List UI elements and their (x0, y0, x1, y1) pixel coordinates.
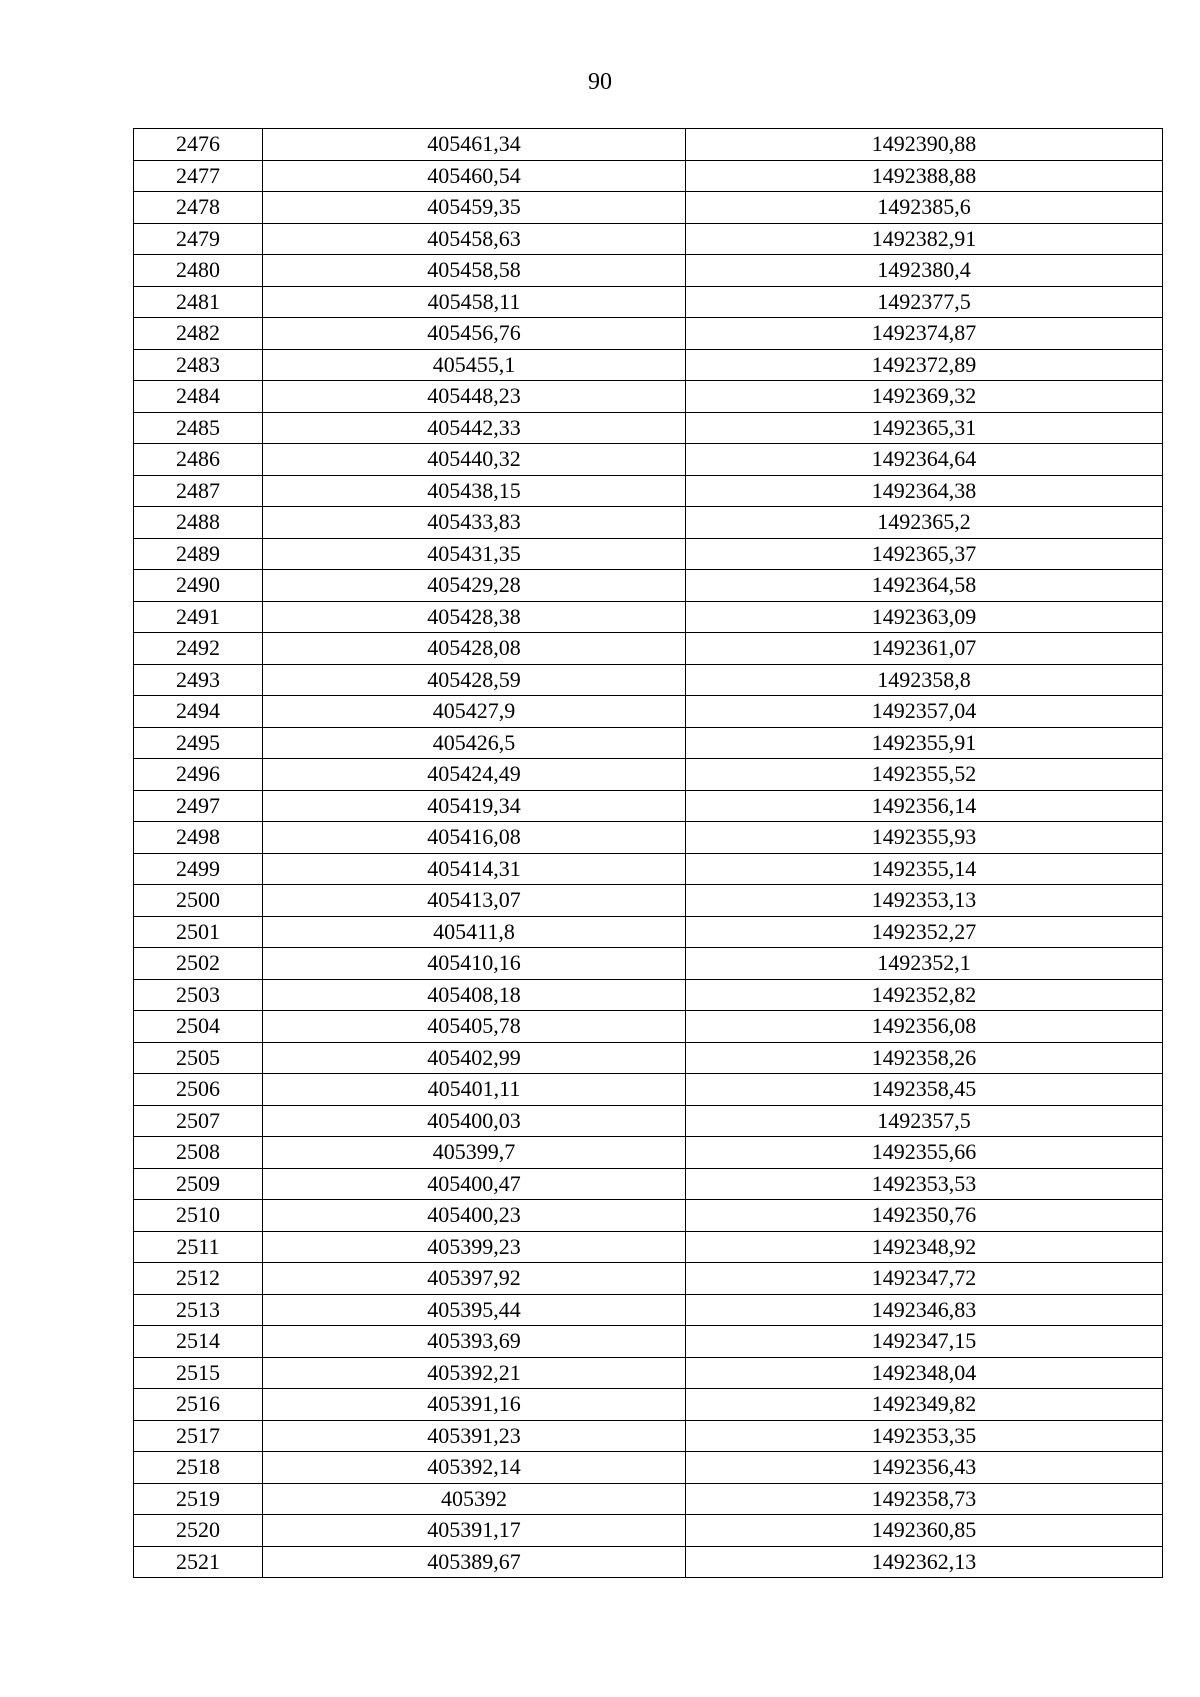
x-coordinate-cell: 405391,17 (263, 1515, 686, 1547)
point-number-cell: 2497 (134, 790, 263, 822)
point-number-cell: 2492 (134, 633, 263, 665)
table-row (134, 129, 1163, 161)
table-row (134, 790, 1163, 822)
table-row (134, 916, 1163, 948)
y-coordinate-cell: 1492365,31 (686, 412, 1163, 444)
point-number-cell: 2488 (134, 507, 263, 539)
table-row (134, 853, 1163, 885)
x-coordinate-cell: 405402,99 (263, 1042, 686, 1074)
x-coordinate-cell: 405391,23 (263, 1420, 686, 1452)
point-number-cell: 2509 (134, 1168, 263, 1200)
table-row (134, 759, 1163, 791)
point-number-cell: 2514 (134, 1326, 263, 1358)
table-row (134, 1452, 1163, 1484)
y-coordinate-cell: 1492353,53 (686, 1168, 1163, 1200)
table-row (134, 223, 1163, 255)
x-coordinate-cell: 405389,67 (263, 1546, 686, 1578)
x-coordinate-cell: 405461,34 (263, 129, 686, 161)
table-row (134, 1515, 1163, 1547)
y-coordinate-cell: 1492364,64 (686, 444, 1163, 476)
x-coordinate-cell: 405400,03 (263, 1105, 686, 1137)
table-row (134, 318, 1163, 350)
y-coordinate-cell: 1492372,89 (686, 349, 1163, 381)
coordinates-table-body (134, 129, 1163, 1578)
table-row (134, 885, 1163, 917)
x-coordinate-cell: 405392 (263, 1483, 686, 1515)
point-number-cell: 2502 (134, 948, 263, 980)
point-number-cell: 2521 (134, 1546, 263, 1578)
y-coordinate-cell: 1492364,58 (686, 570, 1163, 602)
table-row (134, 255, 1163, 287)
table-row (134, 1200, 1163, 1232)
x-coordinate-cell: 405438,15 (263, 475, 686, 507)
y-coordinate-cell: 1492361,07 (686, 633, 1163, 665)
table-row (134, 1420, 1163, 1452)
x-coordinate-cell: 405400,23 (263, 1200, 686, 1232)
point-number-cell: 2518 (134, 1452, 263, 1484)
point-number-cell: 2516 (134, 1389, 263, 1421)
y-coordinate-cell: 1492365,2 (686, 507, 1163, 539)
point-number-cell: 2505 (134, 1042, 263, 1074)
x-coordinate-cell: 405410,16 (263, 948, 686, 980)
coordinates-table (133, 128, 1163, 1578)
y-coordinate-cell: 1492349,82 (686, 1389, 1163, 1421)
point-number-cell: 2489 (134, 538, 263, 570)
table-row (134, 1263, 1163, 1295)
table-row (134, 1389, 1163, 1421)
x-coordinate-cell: 405428,08 (263, 633, 686, 665)
point-number-cell: 2496 (134, 759, 263, 791)
table-row (134, 1168, 1163, 1200)
point-number-cell: 2507 (134, 1105, 263, 1137)
y-coordinate-cell: 1492355,52 (686, 759, 1163, 791)
y-coordinate-cell: 1492356,08 (686, 1011, 1163, 1043)
table-row (134, 1231, 1163, 1263)
x-coordinate-cell: 405401,11 (263, 1074, 686, 1106)
y-coordinate-cell: 1492369,32 (686, 381, 1163, 413)
point-number-cell: 2478 (134, 192, 263, 224)
y-coordinate-cell: 1492365,37 (686, 538, 1163, 570)
point-number-cell: 2520 (134, 1515, 263, 1547)
x-coordinate-cell: 405413,07 (263, 885, 686, 917)
table-row (134, 192, 1163, 224)
y-coordinate-cell: 1492355,93 (686, 822, 1163, 854)
y-coordinate-cell: 1492380,4 (686, 255, 1163, 287)
y-coordinate-cell: 1492352,27 (686, 916, 1163, 948)
point-number-cell: 2511 (134, 1231, 263, 1263)
table-row (134, 948, 1163, 980)
table-row (134, 286, 1163, 318)
x-coordinate-cell: 405391,16 (263, 1389, 686, 1421)
y-coordinate-cell: 1492362,13 (686, 1546, 1163, 1578)
table-row (134, 381, 1163, 413)
table-row (134, 475, 1163, 507)
x-coordinate-cell: 405440,32 (263, 444, 686, 476)
x-coordinate-cell: 405427,9 (263, 696, 686, 728)
point-number-cell: 2487 (134, 475, 263, 507)
table-row (134, 727, 1163, 759)
point-number-cell: 2482 (134, 318, 263, 350)
x-coordinate-cell: 405428,59 (263, 664, 686, 696)
table-row (134, 1042, 1163, 1074)
x-coordinate-cell: 405393,69 (263, 1326, 686, 1358)
y-coordinate-cell: 1492390,88 (686, 129, 1163, 161)
x-coordinate-cell: 405459,35 (263, 192, 686, 224)
y-coordinate-cell: 1492360,85 (686, 1515, 1163, 1547)
table-row (134, 633, 1163, 665)
x-coordinate-cell: 405411,8 (263, 916, 686, 948)
y-coordinate-cell: 1492388,88 (686, 160, 1163, 192)
point-number-cell: 2491 (134, 601, 263, 633)
y-coordinate-cell: 1492347,72 (686, 1263, 1163, 1295)
x-coordinate-cell: 405392,14 (263, 1452, 686, 1484)
x-coordinate-cell: 405431,35 (263, 538, 686, 570)
x-coordinate-cell: 405424,49 (263, 759, 686, 791)
x-coordinate-cell: 405414,31 (263, 853, 686, 885)
y-coordinate-cell: 1492347,15 (686, 1326, 1163, 1358)
point-number-cell: 2479 (134, 223, 263, 255)
table-row (134, 696, 1163, 728)
x-coordinate-cell: 405429,28 (263, 570, 686, 602)
table-row (134, 822, 1163, 854)
point-number-cell: 2504 (134, 1011, 263, 1043)
y-coordinate-cell: 1492353,35 (686, 1420, 1163, 1452)
point-number-cell: 2480 (134, 255, 263, 287)
table-row (134, 664, 1163, 696)
point-number-cell: 2513 (134, 1294, 263, 1326)
x-coordinate-cell: 405416,08 (263, 822, 686, 854)
x-coordinate-cell: 405458,11 (263, 286, 686, 318)
table-row (134, 349, 1163, 381)
x-coordinate-cell: 405405,78 (263, 1011, 686, 1043)
point-number-cell: 2515 (134, 1357, 263, 1389)
y-coordinate-cell: 1492382,91 (686, 223, 1163, 255)
point-number-cell: 2500 (134, 885, 263, 917)
x-coordinate-cell: 405397,92 (263, 1263, 686, 1295)
point-number-cell: 2483 (134, 349, 263, 381)
point-number-cell: 2499 (134, 853, 263, 885)
y-coordinate-cell: 1492348,92 (686, 1231, 1163, 1263)
y-coordinate-cell: 1492355,91 (686, 727, 1163, 759)
point-number-cell: 2510 (134, 1200, 263, 1232)
y-coordinate-cell: 1492346,83 (686, 1294, 1163, 1326)
point-number-cell: 2484 (134, 381, 263, 413)
table-row (134, 538, 1163, 570)
x-coordinate-cell: 405400,47 (263, 1168, 686, 1200)
table-row (134, 444, 1163, 476)
x-coordinate-cell: 405399,23 (263, 1231, 686, 1263)
point-number-cell: 2476 (134, 129, 263, 161)
table-row (134, 1074, 1163, 1106)
table-row (134, 979, 1163, 1011)
x-coordinate-cell: 405460,54 (263, 160, 686, 192)
y-coordinate-cell: 1492357,04 (686, 696, 1163, 728)
y-coordinate-cell: 1492377,5 (686, 286, 1163, 318)
page-number: 90 (588, 69, 612, 95)
table-row (134, 1546, 1163, 1578)
y-coordinate-cell: 1492358,8 (686, 664, 1163, 696)
y-coordinate-cell: 1492385,6 (686, 192, 1163, 224)
x-coordinate-cell: 405392,21 (263, 1357, 686, 1389)
y-coordinate-cell: 1492356,14 (686, 790, 1163, 822)
y-coordinate-cell: 1492363,09 (686, 601, 1163, 633)
x-coordinate-cell: 405433,83 (263, 507, 686, 539)
point-number-cell: 2493 (134, 664, 263, 696)
point-number-cell: 2486 (134, 444, 263, 476)
table-row (134, 570, 1163, 602)
point-number-cell: 2498 (134, 822, 263, 854)
table-row (134, 1011, 1163, 1043)
point-number-cell: 2490 (134, 570, 263, 602)
x-coordinate-cell: 405455,1 (263, 349, 686, 381)
table-row (134, 1105, 1163, 1137)
x-coordinate-cell: 405442,33 (263, 412, 686, 444)
y-coordinate-cell: 1492355,66 (686, 1137, 1163, 1169)
x-coordinate-cell: 405456,76 (263, 318, 686, 350)
y-coordinate-cell: 1492353,13 (686, 885, 1163, 917)
y-coordinate-cell: 1492358,26 (686, 1042, 1163, 1074)
point-number-cell: 2495 (134, 727, 263, 759)
y-coordinate-cell: 1492348,04 (686, 1357, 1163, 1389)
x-coordinate-cell: 405458,58 (263, 255, 686, 287)
y-coordinate-cell: 1492356,43 (686, 1452, 1163, 1484)
point-number-cell: 2503 (134, 979, 263, 1011)
table-row (134, 1294, 1163, 1326)
x-coordinate-cell: 405395,44 (263, 1294, 686, 1326)
table-row (134, 412, 1163, 444)
y-coordinate-cell: 1492350,76 (686, 1200, 1163, 1232)
y-coordinate-cell: 1492357,5 (686, 1105, 1163, 1137)
y-coordinate-cell: 1492358,45 (686, 1074, 1163, 1106)
x-coordinate-cell: 405448,23 (263, 381, 686, 413)
x-coordinate-cell: 405408,18 (263, 979, 686, 1011)
point-number-cell: 2512 (134, 1263, 263, 1295)
y-coordinate-cell: 1492364,38 (686, 475, 1163, 507)
point-number-cell: 2501 (134, 916, 263, 948)
table-row (134, 1326, 1163, 1358)
point-number-cell: 2508 (134, 1137, 263, 1169)
x-coordinate-cell: 405458,63 (263, 223, 686, 255)
point-number-cell: 2494 (134, 696, 263, 728)
point-number-cell: 2481 (134, 286, 263, 318)
point-number-cell: 2485 (134, 412, 263, 444)
table-row (134, 507, 1163, 539)
table-row (134, 1483, 1163, 1515)
table-row (134, 601, 1163, 633)
y-coordinate-cell: 1492374,87 (686, 318, 1163, 350)
point-number-cell: 2506 (134, 1074, 263, 1106)
y-coordinate-cell: 1492358,73 (686, 1483, 1163, 1515)
x-coordinate-cell: 405428,38 (263, 601, 686, 633)
table-row (134, 1137, 1163, 1169)
point-number-cell: 2517 (134, 1420, 263, 1452)
table-row (134, 160, 1163, 192)
x-coordinate-cell: 405426,5 (263, 727, 686, 759)
x-coordinate-cell: 405399,7 (263, 1137, 686, 1169)
table-row (134, 1357, 1163, 1389)
point-number-cell: 2519 (134, 1483, 263, 1515)
y-coordinate-cell: 1492355,14 (686, 853, 1163, 885)
point-number-cell: 2477 (134, 160, 263, 192)
x-coordinate-cell: 405419,34 (263, 790, 686, 822)
y-coordinate-cell: 1492352,82 (686, 979, 1163, 1011)
y-coordinate-cell: 1492352,1 (686, 948, 1163, 980)
